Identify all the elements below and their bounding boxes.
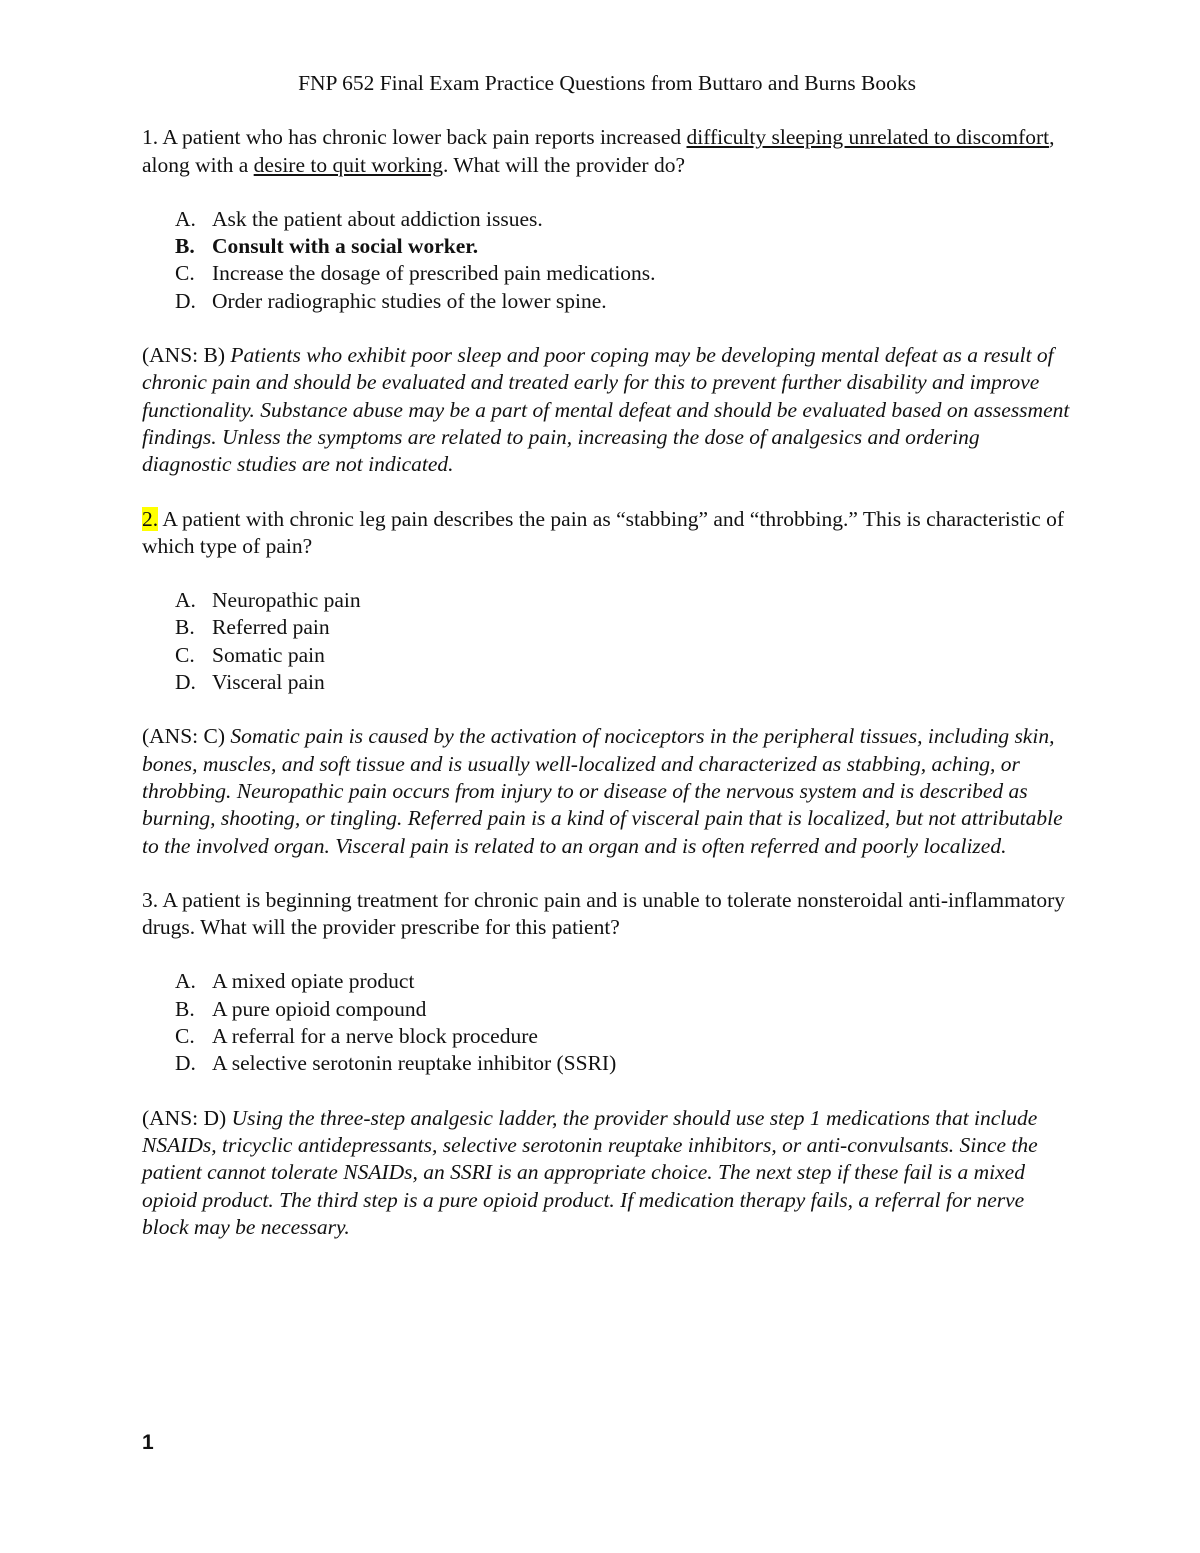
option-c [142, 1023, 1072, 1050]
stem-text: , along with a [142, 125, 1055, 177]
option-text: Order radiographic studies of the lower spine. [212, 288, 607, 313]
option-letter: B. [175, 234, 195, 259]
explanation-text: Somatic pain is caused by the activation of nociceptors in the peripheral tissues, including skin, bones, muscles, and soft tissue and is usually well-localized and characterized as stabbing, aching, or throbbing. Neuropathic pain occurs from injury to or disease of the nervous system and is described as burning, shooting, or tingling. Referred pain is a kind of visceral pain that is localized, but not attributable to the involved organ. Visceral pain is related to an organ and is often referred and poorly localized. [142, 724, 1063, 858]
question-number: 1. [142, 125, 159, 150]
option-text: Referred pain [212, 615, 330, 640]
question-3 [142, 887, 1072, 1241]
option-letter: A. [175, 588, 196, 613]
explanation-text: Using the three-step analgesic ladder, the provider should use step 1 medications that include NSAIDs, tricyclic antidepressants, selective serotonin reuptake inhibitors, or anti-convulsants. Since the patient cannot tolerate NSAIDs, an SSRI is an appropriate choice. The next step if these fail is a mixed opioid product. The third step is a pure opioid product. If medication therapy fails, a referral for nerve block may be necessary. [142, 1105, 1038, 1239]
option-letter: B. [175, 615, 195, 640]
stem-underlined-text: desire to quit working [253, 152, 443, 177]
option-text: Ask the patient about addiction issues. [212, 206, 543, 231]
option-b [142, 614, 1072, 641]
question-1 [142, 124, 1072, 478]
option-text: Neuropathic pain [212, 588, 361, 613]
option-letter: C. [175, 642, 195, 667]
option-text: A pure opioid compound [212, 996, 427, 1021]
explanation-text: Patients who exhibit poor sleep and poor coping may be developing mental defeat as a result of chronic pain and should be evaluated and treated early for this to prevent further disability and improve functionality. Substance abuse may be a part of mental defeat and should be evaluated based on assessment findings. Unless the symptoms are related to pain, increasing the dose of analgesics and ordering diagnostic studies are not indicated. [142, 343, 1070, 477]
page-number: 1 [142, 1431, 154, 1454]
option-c [142, 260, 1072, 287]
stem-text: A patient is beginning treatment for chronic pain and is unable to tolerate nonsteroidal anti-inflammatory drugs. What will the provider prescribe for this patient? [142, 887, 1066, 940]
option-letter: C. [175, 261, 195, 286]
question-stem [142, 124, 1072, 179]
option-letter: D. [175, 1051, 196, 1076]
option-a [142, 968, 1072, 995]
option-letter: A. [175, 969, 196, 994]
option-text: Visceral pain [212, 670, 325, 695]
answer-explanation [142, 723, 1072, 859]
option-d [142, 669, 1072, 696]
question-stem [142, 506, 1072, 561]
option-letter: B. [175, 996, 195, 1021]
option-letter: A. [175, 206, 196, 231]
option-text: Increase the dosage of prescribed pain medications. [212, 261, 656, 286]
answer-explanation [142, 1105, 1072, 1241]
document-page [142, 70, 1072, 1268]
question-number: 3. [142, 887, 159, 912]
stem-text: A patient with chronic leg pain describes the pain as “stabbing” and “throbbing.” This is characteristic of which type of pain? [142, 506, 1065, 558]
option-letter: C. [175, 1024, 195, 1049]
answer-options [142, 587, 1072, 696]
option-text: A mixed opiate product [212, 969, 415, 994]
answer-options [142, 968, 1072, 1077]
option-letter: D. [175, 670, 196, 695]
option-text: A selective serotonin reuptake inhibitor (SSRI) [212, 1051, 617, 1076]
option-text: Somatic pain [212, 642, 325, 667]
option-letter: D. [175, 288, 196, 313]
option-text: A referral for a nerve block procedure [212, 1024, 538, 1049]
answer-label: (ANS: B) [142, 343, 231, 368]
question-number-highlighted: 2. [142, 506, 159, 531]
stem-underlined-text: difficulty sleeping unrelated to discomfort [686, 125, 1050, 150]
option-a [142, 206, 1072, 233]
answer-label: (ANS: D) [142, 1105, 232, 1130]
question-stem [142, 887, 1072, 942]
option-text: Consult with a social worker. [212, 234, 479, 259]
document-title: FNP 652 Final Exam Practice Questions from Buttaro and Burns Books [298, 71, 916, 95]
question-2 [142, 506, 1072, 860]
option-d [142, 288, 1072, 315]
stem-text: . What will the provider do? [442, 152, 685, 177]
option-b-correct [142, 233, 1072, 260]
option-c [142, 642, 1072, 669]
option-a [142, 587, 1072, 614]
stem-text: A patient who has chronic lower back pain reports increased [158, 125, 687, 150]
answer-label: (ANS: C) [142, 724, 231, 749]
answer-options [142, 206, 1072, 315]
option-b [142, 996, 1072, 1023]
option-d [142, 1050, 1072, 1077]
answer-explanation [142, 342, 1072, 478]
